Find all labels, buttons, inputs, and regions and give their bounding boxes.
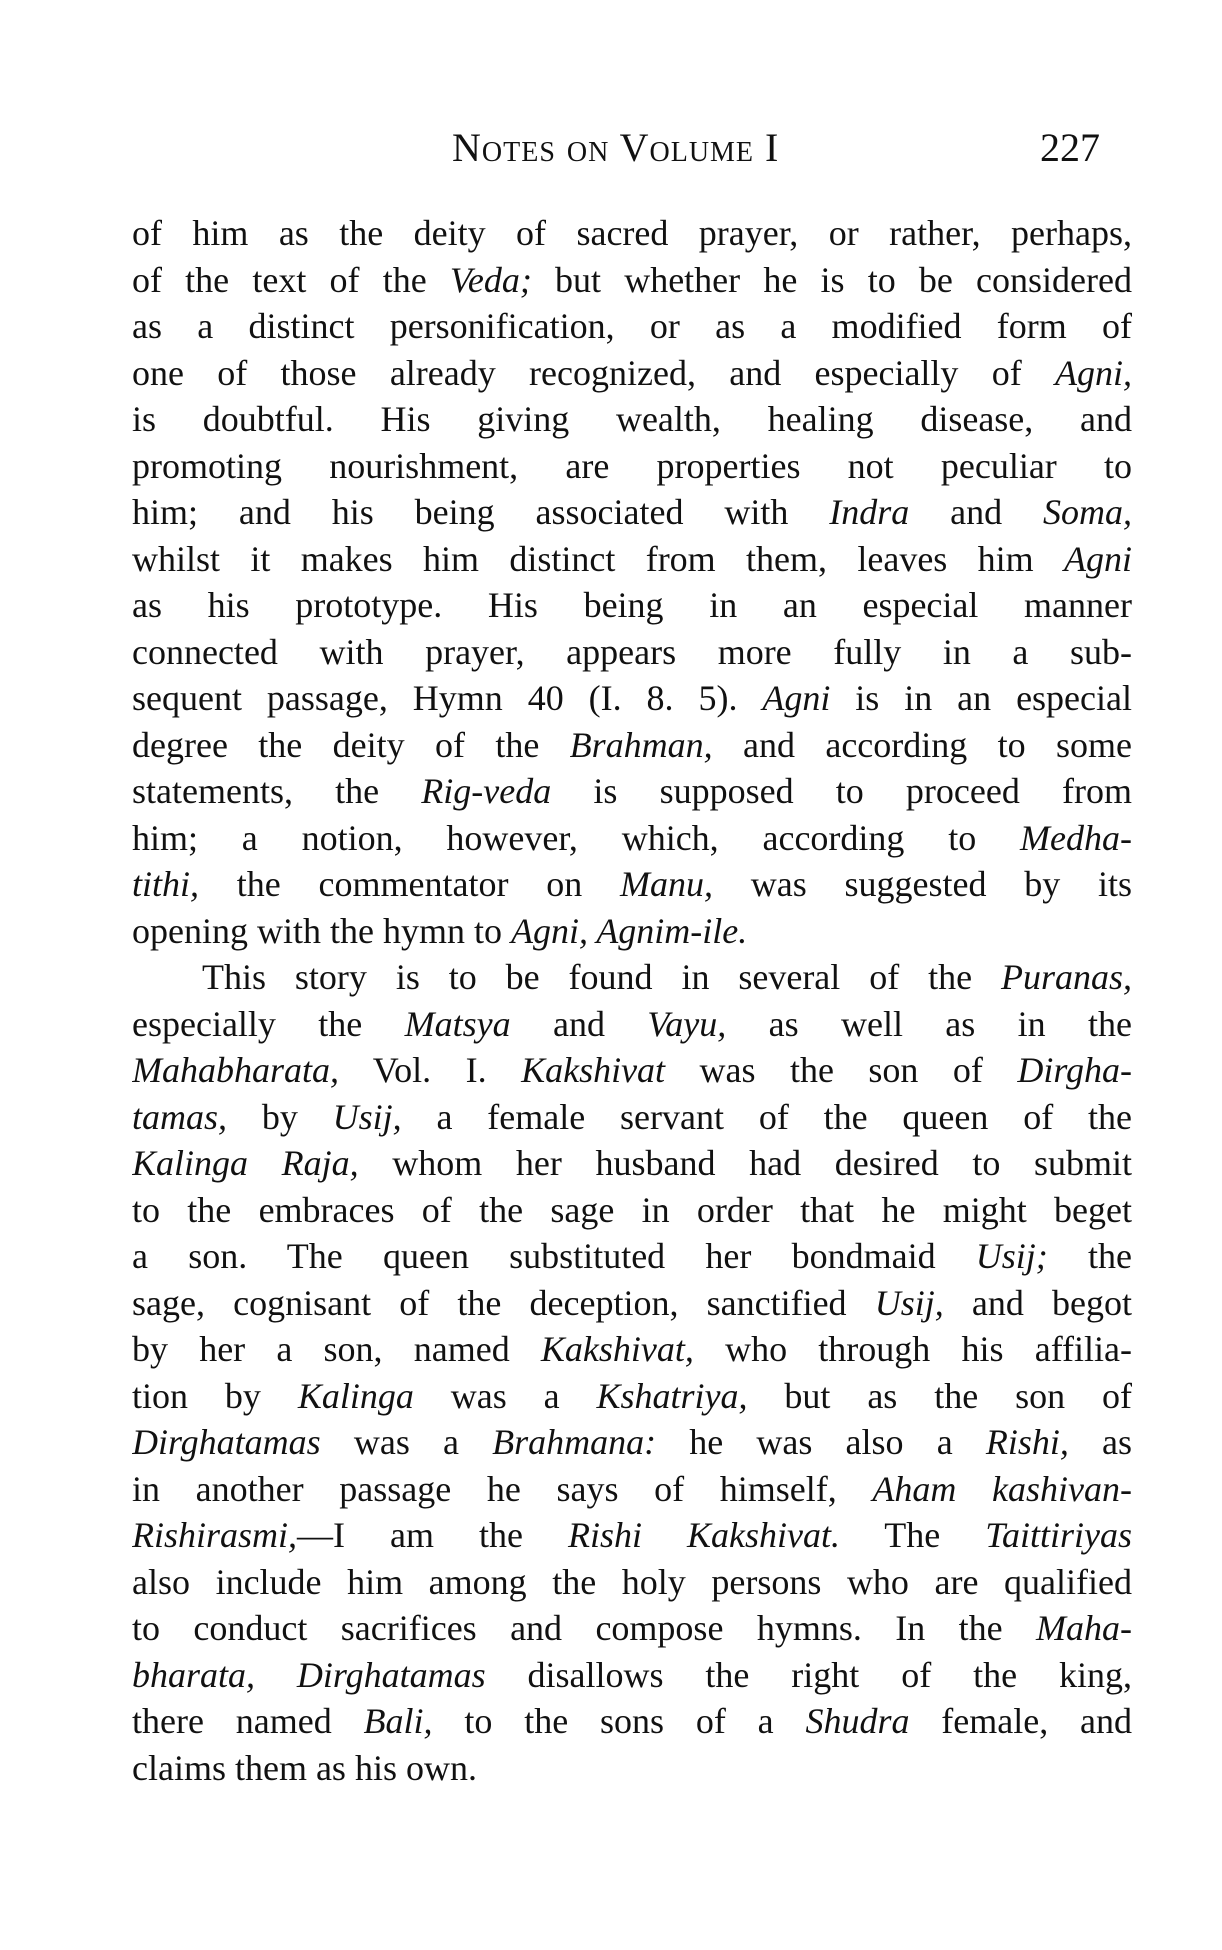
text-line xyxy=(132,1373,1132,1420)
text-line xyxy=(132,629,1132,676)
text-line xyxy=(132,443,1132,490)
text-line xyxy=(132,1559,1132,1606)
text-run: promoting nourishment, are properties not peculiar to xyxy=(132,445,1132,486)
text-run: him; a notion, however, which, according to xyxy=(132,817,1021,858)
italic-run: Agni xyxy=(762,678,831,718)
text-run: sage, cognisant of the deception, sanctified xyxy=(132,1282,875,1323)
text-line xyxy=(132,722,1132,769)
text-run: he was also a xyxy=(656,1422,986,1462)
text-run: as well as in the xyxy=(726,1003,1132,1044)
italic-run: Agni, Agnim-ile. xyxy=(510,910,748,951)
text-line xyxy=(132,675,1132,722)
text-line xyxy=(132,257,1132,304)
text-line xyxy=(132,861,1132,908)
text-line xyxy=(132,1652,1132,1699)
text-run: as his prototype. His being in an especial manner xyxy=(132,585,1132,625)
italic-run: tamas, xyxy=(132,1096,228,1137)
text-line xyxy=(132,768,1132,815)
italic-run: Usij, xyxy=(332,1096,402,1137)
italic-run: Usij, xyxy=(874,1282,944,1323)
text-line xyxy=(132,1512,1132,1559)
italic-run: Indra xyxy=(829,492,910,532)
text-run: was a xyxy=(413,1375,597,1416)
text-run: and begot xyxy=(943,1282,1132,1323)
text-run: claims them as his own. xyxy=(132,1747,477,1788)
text-line xyxy=(132,1745,1132,1792)
italic-run: Bali, xyxy=(363,1701,433,1741)
text-run: and xyxy=(510,1003,648,1044)
text-line xyxy=(132,1466,1132,1513)
italic-run: Rishi, xyxy=(985,1422,1069,1462)
text-run: and xyxy=(909,492,1044,532)
text-run: of him as the deity of sacred prayer, or rather, perhaps, xyxy=(132,213,1132,253)
italic-run: Puranas, xyxy=(1000,957,1132,997)
text-run: the commentator on xyxy=(199,864,620,904)
italic-run: Kshatriya, xyxy=(596,1375,748,1416)
text-run: —I am the xyxy=(297,1515,568,1555)
text-line xyxy=(132,1419,1132,1466)
italic-run: Usij; xyxy=(975,1236,1048,1276)
text-run: tion by xyxy=(132,1375,298,1416)
text-run: a son. The queen substituted her bondmaid xyxy=(132,1236,976,1276)
text-run: one of those already recognized, and especially of xyxy=(132,352,1055,393)
text-line xyxy=(132,489,1132,536)
italic-run: Rishi Kakshivat. xyxy=(567,1515,840,1555)
text-run: statements, the xyxy=(132,771,422,811)
text-run: by her a son, named xyxy=(132,1329,541,1369)
text-run: but as the son of xyxy=(747,1375,1132,1416)
italic-run: bharata, xyxy=(132,1654,256,1695)
text-line xyxy=(132,396,1132,443)
italic-run: Aham kashivan- xyxy=(872,1468,1132,1509)
text-run: degree the deity of the xyxy=(132,724,570,765)
text-run: opening with the hymn to xyxy=(132,910,511,951)
italic-run: Mahabharata, xyxy=(132,1050,339,1090)
italic-run: Kalinga xyxy=(297,1375,414,1416)
text-line xyxy=(132,1233,1132,1280)
text-run: the xyxy=(1047,1236,1132,1276)
text-line xyxy=(132,1326,1132,1373)
italic-run: Taittiriyas xyxy=(985,1515,1132,1555)
text-run: whilst it makes him distinct from them, leaves him xyxy=(132,538,1064,579)
text-line xyxy=(132,303,1132,350)
italic-run: Brahmana: xyxy=(492,1422,657,1462)
text-run: Vol. I. xyxy=(339,1050,522,1090)
italic-run: tithi, xyxy=(132,864,200,904)
italic-run: Rishirasmi, xyxy=(132,1515,298,1555)
italic-run: Kalinga Raja, xyxy=(132,1143,359,1183)
text-line xyxy=(132,536,1132,583)
italic-run: Kakshivat, xyxy=(540,1329,694,1369)
italic-run: Shudra xyxy=(805,1701,910,1741)
italic-run: Dirgha- xyxy=(1017,1050,1132,1090)
text-run: to the embraces of the sage in order that he might beget xyxy=(132,1189,1132,1230)
text-run: also include him among the holy persons who are qualified xyxy=(132,1561,1132,1602)
text-line xyxy=(132,1280,1132,1327)
text-line xyxy=(132,954,1132,1001)
text-line xyxy=(132,1187,1132,1234)
text-run xyxy=(255,1655,297,1695)
running-head: Notes on Volume I xyxy=(452,125,780,170)
text-run: disallows the right of the king, xyxy=(485,1654,1132,1695)
text-run: was the son of xyxy=(665,1050,1018,1090)
italic-run: Rig-veda xyxy=(421,771,552,811)
text-run: is supposed to proceed from xyxy=(551,771,1132,811)
text-run: but whether he is to be considered xyxy=(531,259,1132,300)
text-line xyxy=(132,1047,1132,1094)
text-line xyxy=(132,1140,1132,1187)
text-run: there named xyxy=(132,1701,364,1741)
paragraph xyxy=(132,210,1132,954)
text-line xyxy=(132,1605,1132,1652)
text-line xyxy=(132,1001,1132,1048)
italic-run: Matsya xyxy=(404,1003,511,1044)
text-line xyxy=(132,815,1132,862)
text-run: to the sons of a xyxy=(432,1701,806,1741)
text-line xyxy=(132,582,1132,629)
text-line xyxy=(132,1094,1132,1141)
text-run: as xyxy=(1068,1422,1132,1462)
text-run: to conduct sacrifices and compose hymns. In the xyxy=(132,1608,1037,1648)
text-run: The xyxy=(839,1515,986,1555)
text-run: connected with prayer, appears more fully in a sub- xyxy=(132,631,1132,672)
italic-run: Veda; xyxy=(449,259,532,300)
italic-run: Maha- xyxy=(1036,1608,1132,1648)
italic-run: Dirghatamas xyxy=(296,1654,486,1695)
text-run: whom her husband had desired to submit xyxy=(358,1143,1132,1183)
text-line xyxy=(132,1698,1132,1745)
text-run: by xyxy=(227,1096,333,1137)
text-run: and according to some xyxy=(712,724,1132,765)
italic-run: Vayu, xyxy=(647,1003,727,1044)
italic-run: Agni xyxy=(1064,538,1132,579)
text-run: is in an especial xyxy=(830,678,1132,718)
italic-run: Agni, xyxy=(1055,352,1132,393)
text-run: was a xyxy=(320,1422,493,1462)
italic-run: Medha- xyxy=(1020,817,1132,858)
text-run: female, and xyxy=(909,1701,1132,1741)
text-run: sequent passage, Hymn 40 (I. 8. 5). xyxy=(132,678,763,718)
italic-run: Dirghatamas xyxy=(132,1422,321,1462)
text-run: was suggested by its xyxy=(712,864,1132,904)
page-number: 227 xyxy=(1040,125,1100,170)
italic-run: Manu, xyxy=(619,864,713,904)
text-line xyxy=(132,210,1132,257)
text-run: is doubtful. His giving wealth, healing disease, and xyxy=(132,399,1132,439)
text-run: him; and his being associated with xyxy=(132,492,830,532)
italic-run: Kakshivat xyxy=(521,1050,666,1090)
text-run: as a distinct personification, or as a modified form of xyxy=(132,306,1132,346)
paragraph xyxy=(132,954,1132,1791)
text-run: a female servant of the queen of the xyxy=(401,1096,1132,1137)
text-run: especially the xyxy=(132,1003,405,1044)
text-run: who through his affilia- xyxy=(693,1329,1132,1369)
text-run: This story is to be found in several of the xyxy=(202,957,1001,997)
page-header xyxy=(0,124,1222,180)
italic-run: Soma, xyxy=(1043,492,1132,532)
italic-run: Brahman, xyxy=(569,724,713,765)
text-run: in another passage he says of himself, xyxy=(132,1468,873,1509)
text-line xyxy=(132,908,1132,955)
text-run: of the text of the xyxy=(132,259,450,300)
body-text xyxy=(132,210,1132,1791)
text-line xyxy=(132,350,1132,397)
